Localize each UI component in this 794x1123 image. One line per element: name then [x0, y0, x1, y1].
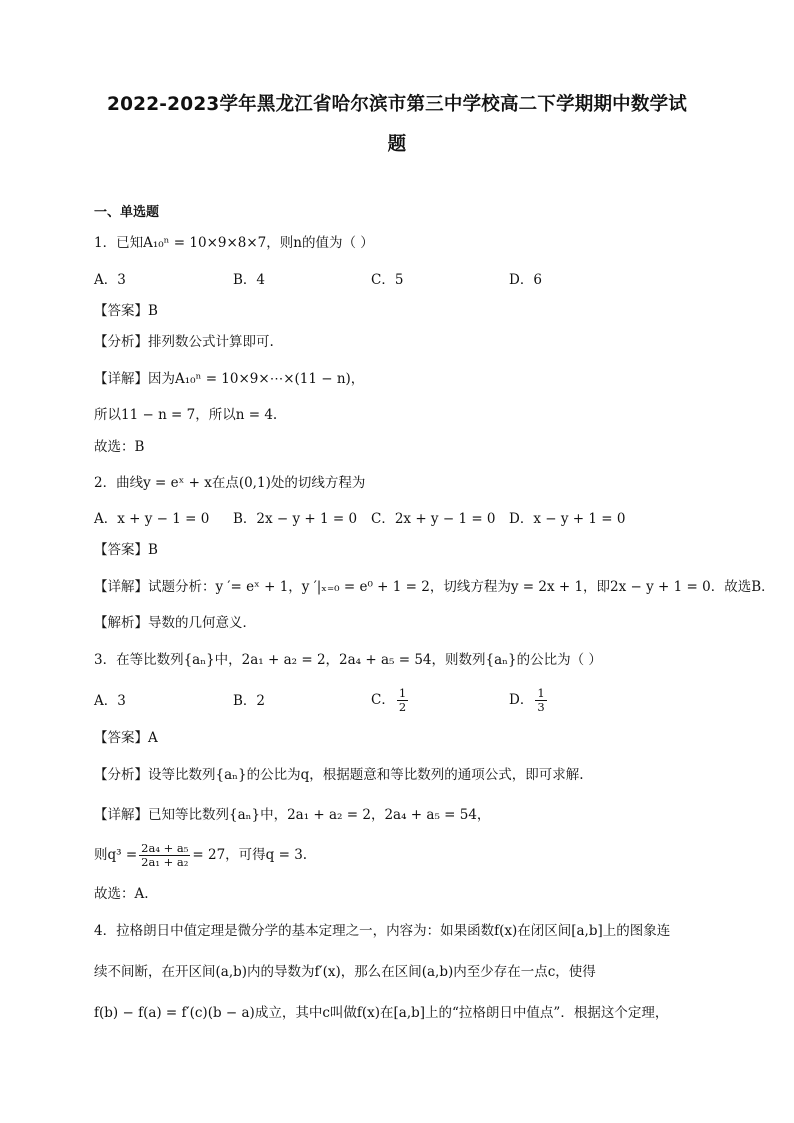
q3-choose: 故选：A.	[94, 886, 149, 902]
q2-detail: 【详解】试题分析：y ′= eˣ + 1，y ′|ₓ₌₀ = e⁰ + 1 = 2，切线方程为y = 2x + 1，即2x − y + 1 = 0．故选B．	[94, 579, 775, 595]
q2-answer: 【答案】B	[94, 542, 158, 558]
q3-option-d-label: D．	[509, 692, 534, 708]
q3-option-d	[509, 682, 549, 718]
q4-line-2: 续不间断，在开区间(a,b)内的导数为f′(x)，那么在区间(a,b)内至少存在一点c，使得	[94, 964, 596, 980]
q1-analysis: 【分析】排列数公式计算即可.	[94, 334, 274, 350]
fraction-numerator: 1	[398, 686, 407, 700]
q4-line-3: f(b) − f(a) = f′(c)(b − a)成立，其中c叫做f(x)在[a,b]上的“拉格朗日中值点”．根据这个定理，	[94, 1005, 669, 1021]
q3-option-c-fraction	[397, 687, 408, 714]
q3-calculation	[94, 836, 307, 874]
fraction-denominator: 2	[398, 700, 407, 714]
q1-detail-line2: 所以11 − n = 7，所以n = 4.	[94, 407, 278, 423]
section-heading: 一、单选题	[94, 205, 160, 220]
q1-option-b: B．4	[233, 272, 266, 288]
q2-analysis: 【解析】导数的几何意义．	[94, 615, 256, 631]
q1-option-d: D．6	[509, 272, 542, 288]
q1-option-c: C．5	[371, 272, 404, 288]
q1-stem: 1．已知A₁₀ⁿ = 10×9×8×7，则n的值为（ ）	[94, 235, 374, 251]
q3-option-b: B．2	[233, 693, 266, 709]
q3-detail: 【详解】已知等比数列{aₙ}中，2a₁ + a₂ = 2，2a₄ + a₅ = 54，	[94, 807, 491, 823]
fraction-numerator: 2a₄ + a₅	[141, 841, 189, 855]
q3-calc-fraction	[139, 842, 190, 869]
q2-option-d: D．x − y + 1 = 0	[509, 511, 626, 527]
q1-option-a: A．3	[94, 272, 126, 288]
q3-answer: 【答案】A	[94, 730, 158, 746]
q3-option-c	[371, 682, 410, 718]
page-title	[90, 85, 704, 165]
title-line-1: 2022-2023学年黑龙江省哈尔滨市第三中学校高二下学期期中数学试	[107, 94, 687, 115]
q3-calc-suffix: = 27，可得q = 3.	[192, 847, 308, 863]
q2-stem: 2．曲线y = eˣ + x在点(0,1)处的切线方程为	[94, 475, 366, 491]
q3-option-c-label: C．	[371, 692, 395, 708]
q2-option-a: A．x + y − 1 = 0	[94, 511, 210, 527]
q3-stem: 3．在等比数列{aₙ}中，2a₁ + a₂ = 2，2a₄ + a₅ = 54，则数列{aₙ}的公比为（ ）	[94, 652, 602, 668]
q3-option-a: A．3	[94, 693, 126, 709]
q2-option-c: C．2x + y − 1 = 0	[371, 511, 496, 527]
q1-detail: 【详解】因为A₁₀ⁿ = 10×9×⋯×(11 − n)，	[94, 371, 365, 387]
q4-line-1: 4．拉格朗日中值定理是微分学的基本定理之一，内容为：如果函数f(x)在闭区间[a,b]上的图象连	[94, 923, 671, 939]
q1-choose: 故选：B	[94, 439, 145, 455]
q1-answer: 【答案】B	[94, 303, 158, 319]
q3-option-d-fraction	[535, 687, 546, 714]
fraction-numerator: 1	[537, 686, 545, 700]
fraction-denominator: 3	[537, 700, 545, 714]
fraction-denominator: 2a₁ + a₂	[141, 855, 189, 869]
title-line-2: 题	[387, 134, 407, 155]
q2-option-b: B．2x − y + 1 = 0	[233, 511, 358, 527]
q3-calc-prefix: 则q³ =	[94, 847, 138, 863]
q3-analysis: 【分析】设等比数列{aₙ}的公比为q，根据题意和等比数列的通项公式，即可求解.	[94, 767, 584, 783]
